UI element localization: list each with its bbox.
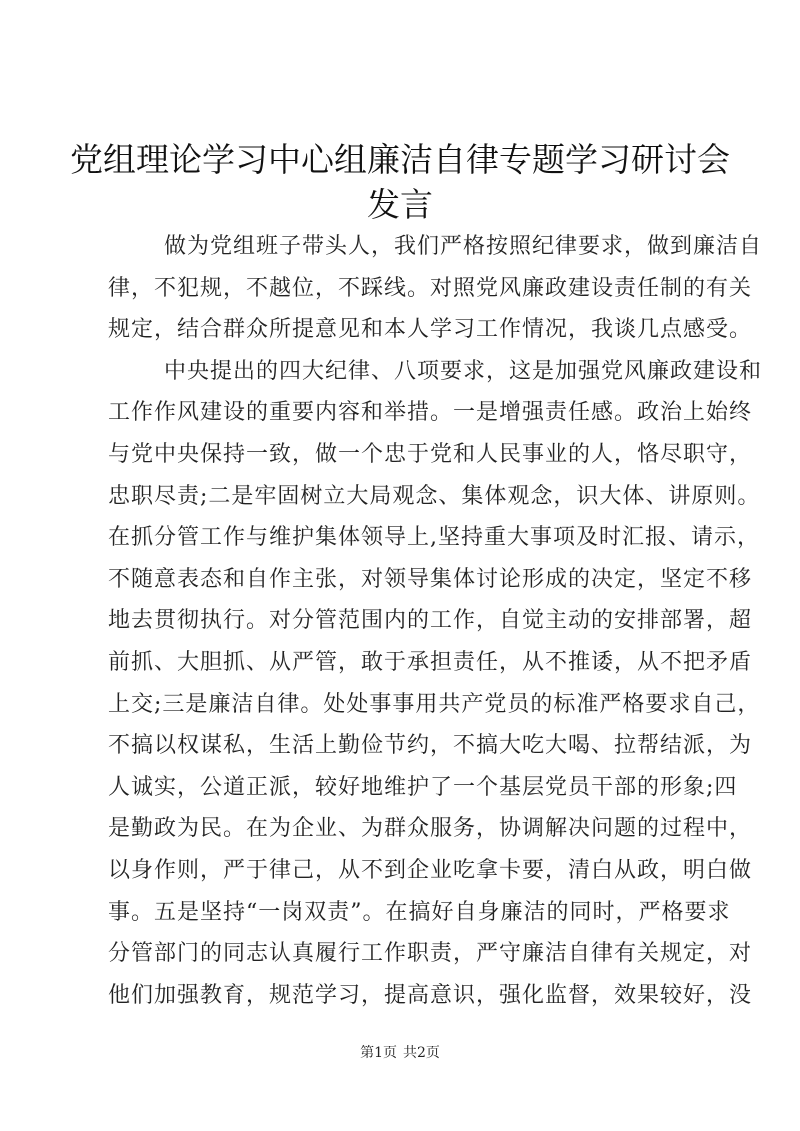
paragraph-line: 与党中央保持一致，做一个忠于党和人民事业的人，恪尽职守， [108,441,753,467]
paragraph-line: 律，不犯规，不越位，不踩线。对照党风廉政建设责任制的有关 [108,275,753,301]
paragraph-line: 地去贯彻执行。对分管范围内的工作，自觉主动的安排部署，超 [108,608,753,634]
page-total: 共2页 [403,1045,440,1061]
paragraph-line: 人诚实，公道正派，较好地维护了一个基层党员干部的形象;四 [108,774,738,800]
paragraph [108,226,763,351]
page-footer [0,1042,800,1062]
paragraph-line: 不搞以权谋私，生活上勤俭节约，不搞大吃大喝、拉帮结派，为 [108,733,753,759]
page-number: 第1页 [360,1045,397,1061]
paragraph-line: 工作作风建设的重要内容和举措。一是增强责任感。政治上始终 [108,400,753,426]
paragraph-line: 分管部门的同志认真履行工作职责，严守廉洁自律有关规定，对 [108,941,753,967]
paragraph-line: 前抓、大胆抓、从严管，敢于承担责任，从不推诿，从不把矛盾 [108,649,753,675]
paragraph-line: 上交;三是廉洁自律。处处事事用共产党员的标准严格要求自己， [108,691,761,717]
paragraph-line: 他们加强教育，规范学习，提高意识，强化监督，效果较好，没 [108,982,753,1008]
paragraph-line: 中央提出的四大纪律、八项要求，这是加强党风廉政建设和 [164,358,763,384]
document-body [108,226,763,1016]
paragraph-line: 规定，结合群众所提意见和本人学习工作情况，我谈几点感受。 [108,317,753,343]
paragraph-line: 以身作则，严于律己，从不到企业吃拿卡要，清白从政，明白做 [108,857,753,883]
document-title-line-2: 发言 [367,185,433,224]
paragraph-line: 不随意表态和自作主张，对领导集体讨论形成的决定，坚定不移 [108,566,753,592]
document-title-line-1: 党组理论学习中心组廉洁自律专题学习研讨会 [70,140,730,179]
paragraph-line: 事。五是坚持“一岗双责”。在搞好自身廉洁的同时，严格要求 [108,899,731,925]
paragraph-line: 忠职尽责;二是牢固树立大局观念、集体观念，识大体、讲原则。 [108,483,761,509]
paragraph [108,351,763,1017]
paragraph-line: 是勤政为民。在为企业、为群众服务，协调解决问题的过程中， [108,816,753,842]
paragraph-line: 在抓分管工作与维护集体领导上,坚持重大事项及时汇报、请示， [108,525,760,551]
paragraph-line: 做为党组班子带头人，我们严格按照纪律要求，做到廉洁自 [164,234,763,259]
